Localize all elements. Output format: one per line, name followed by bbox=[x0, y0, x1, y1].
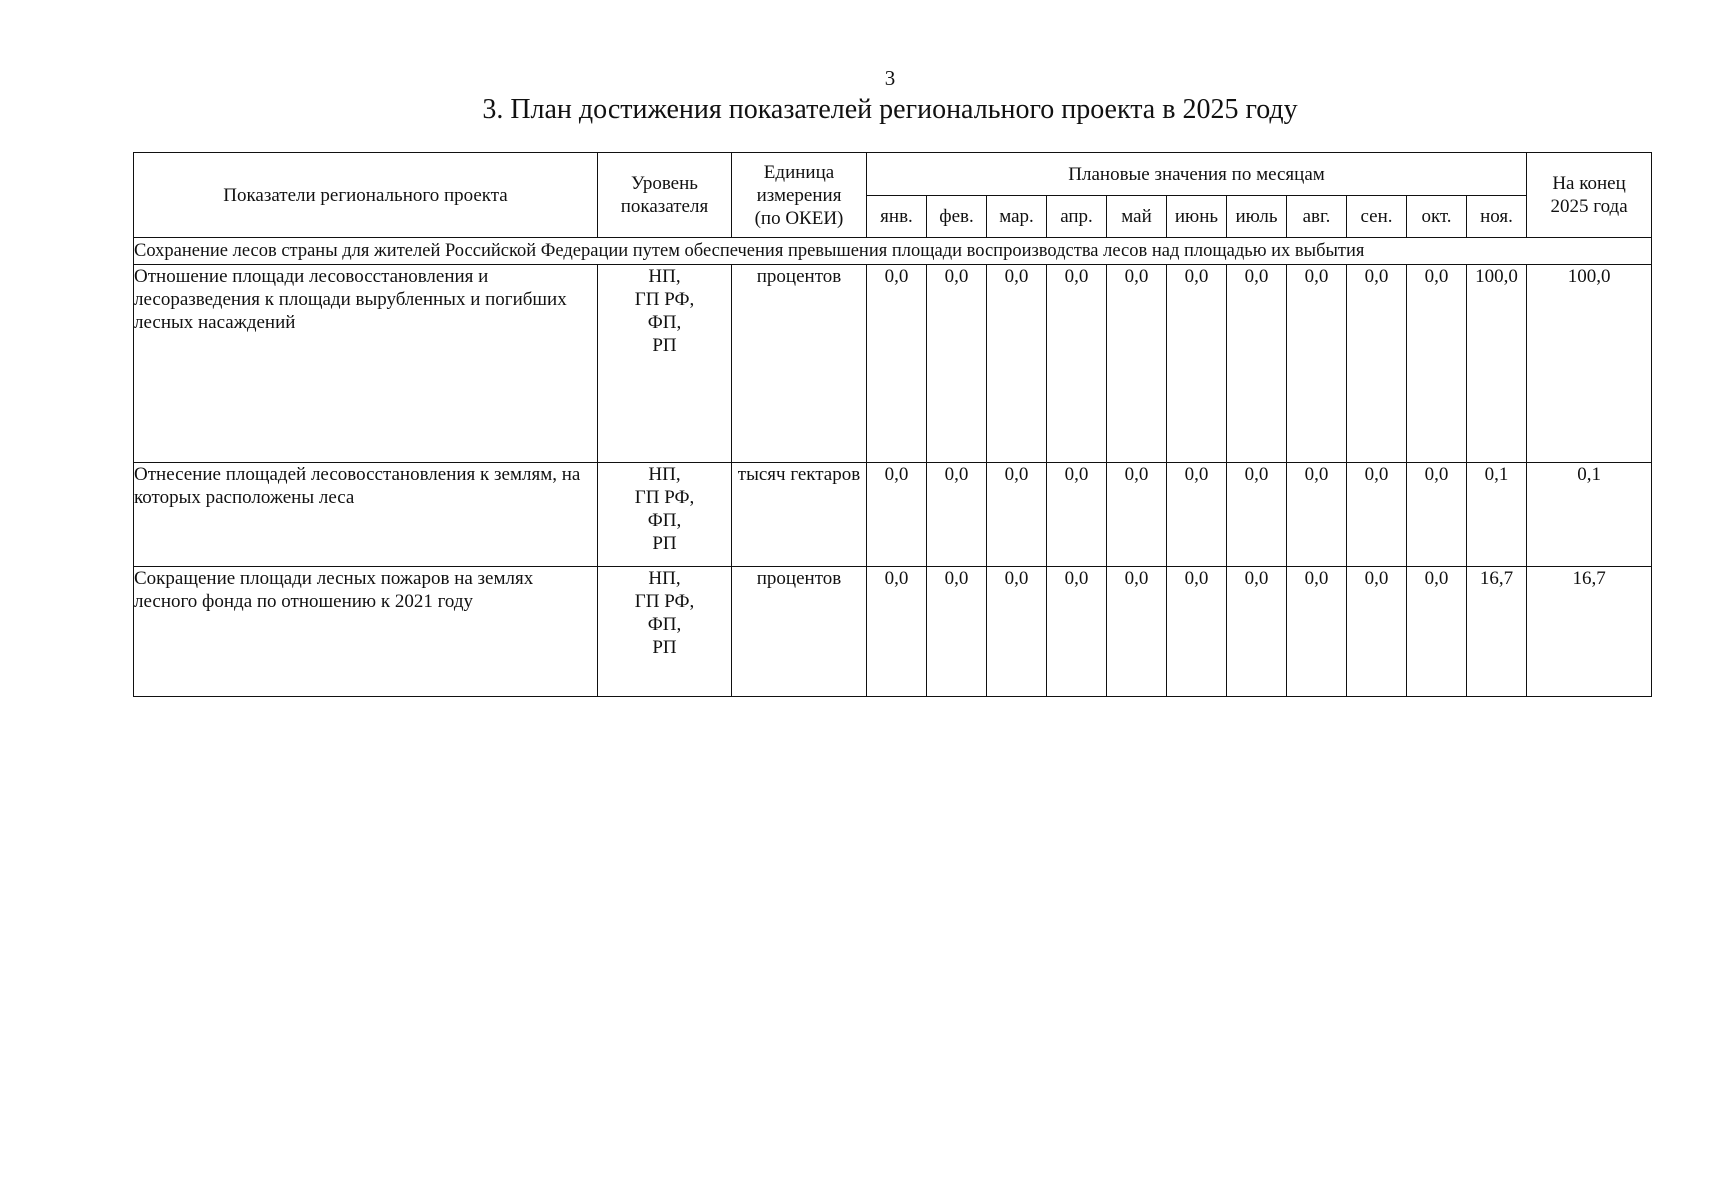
indicator-unit: процентов bbox=[732, 567, 867, 697]
month-value: 0,0 bbox=[867, 463, 927, 567]
plan-table bbox=[133, 152, 1652, 697]
month-value: 0,0 bbox=[1227, 265, 1287, 463]
level-line: РП bbox=[652, 335, 677, 356]
month-value: 0,0 bbox=[1047, 567, 1107, 697]
end-of-year-value: 0,1 bbox=[1527, 463, 1652, 567]
month-header: май bbox=[1107, 196, 1167, 238]
level-line: НП, bbox=[648, 464, 681, 485]
month-value: 0,0 bbox=[1287, 463, 1347, 567]
month-header: фев. bbox=[927, 196, 987, 238]
month-value: 0,0 bbox=[987, 567, 1047, 697]
indicator-level bbox=[598, 567, 732, 697]
month-value: 0,0 bbox=[1227, 463, 1287, 567]
table-row bbox=[134, 567, 1652, 697]
month-header: июнь bbox=[1167, 196, 1227, 238]
level-line: РП bbox=[652, 637, 677, 658]
month-value: 0,0 bbox=[927, 265, 987, 463]
month-value: 0,0 bbox=[867, 265, 927, 463]
month-value: 0,0 bbox=[1407, 567, 1467, 697]
level-line: ФП, bbox=[647, 510, 682, 531]
level-line: ГП РФ, bbox=[634, 289, 695, 310]
month-value: 0,1 bbox=[1467, 463, 1527, 567]
month-header: ноя. bbox=[1467, 196, 1527, 238]
header-end-of-year: На конец 2025 года bbox=[1527, 153, 1652, 238]
month-header: янв. bbox=[867, 196, 927, 238]
month-value: 0,0 bbox=[1167, 265, 1227, 463]
month-value: 16,7 bbox=[1467, 567, 1527, 697]
group-title: Сохранение лесов страны для жителей Российской Федерации путем обеспечения превышения площади воспроизводства лесов над площадью их выбытия bbox=[134, 238, 1652, 265]
month-value: 0,0 bbox=[987, 463, 1047, 567]
month-header: мар. bbox=[987, 196, 1047, 238]
section-title: 3. План достижения показателей регионального проекта в 2025 году bbox=[482, 94, 1298, 125]
level-line: НП, bbox=[648, 266, 681, 287]
header-plan-by-month: Плановые значения по месяцам bbox=[867, 153, 1527, 196]
month-value: 0,0 bbox=[1167, 567, 1227, 697]
level-line: НП, bbox=[648, 568, 681, 589]
header-unit: Единица измерения (по ОКЕИ) bbox=[732, 153, 867, 238]
header-indicator: Показатели регионального проекта bbox=[134, 153, 598, 238]
month-header: сен. bbox=[1347, 196, 1407, 238]
header-level: Уровень показателя bbox=[598, 153, 732, 238]
end-of-year-value: 100,0 bbox=[1527, 265, 1652, 463]
month-value: 0,0 bbox=[1107, 567, 1167, 697]
month-value: 0,0 bbox=[1347, 265, 1407, 463]
month-value: 0,0 bbox=[1407, 265, 1467, 463]
month-value: 0,0 bbox=[1347, 463, 1407, 567]
indicator-name: Сокращение площади лесных пожаров на землях лесного фонда по отношению к 2021 году bbox=[134, 567, 598, 697]
month-header: апр. bbox=[1047, 196, 1107, 238]
indicator-unit: тысяч гектаров bbox=[732, 463, 867, 567]
month-value: 0,0 bbox=[1047, 265, 1107, 463]
month-header: июль bbox=[1227, 196, 1287, 238]
indicator-name: Отнесение площадей лесовосстановления к землям, на которых расположены леса bbox=[134, 463, 598, 567]
indicator-name: Отношение площади лесовосстановления и лесоразведения к площади вырубленных и погибших лесных насаждений bbox=[134, 265, 598, 463]
month-value: 0,0 bbox=[987, 265, 1047, 463]
month-value: 0,0 bbox=[867, 567, 927, 697]
level-line: ФП, bbox=[647, 312, 682, 333]
level-line: РП bbox=[652, 533, 677, 554]
indicator-unit: процентов bbox=[732, 265, 867, 463]
month-value: 0,0 bbox=[1287, 265, 1347, 463]
month-value: 0,0 bbox=[1407, 463, 1467, 567]
end-of-year-value: 16,7 bbox=[1527, 567, 1652, 697]
month-header: окт. bbox=[1407, 196, 1467, 238]
month-value: 0,0 bbox=[1347, 567, 1407, 697]
level-line: ФП, bbox=[647, 614, 682, 635]
month-value: 0,0 bbox=[1287, 567, 1347, 697]
month-value: 100,0 bbox=[1467, 265, 1527, 463]
month-value: 0,0 bbox=[1167, 463, 1227, 567]
level-line: ГП РФ, bbox=[634, 487, 695, 508]
month-value: 0,0 bbox=[1107, 265, 1167, 463]
month-value: 0,0 bbox=[1107, 463, 1167, 567]
month-value: 0,0 bbox=[927, 567, 987, 697]
table-row bbox=[134, 463, 1652, 567]
month-value: 0,0 bbox=[1047, 463, 1107, 567]
level-line: ГП РФ, bbox=[634, 591, 695, 612]
page-number: 3 bbox=[884, 66, 896, 90]
month-value: 0,0 bbox=[927, 463, 987, 567]
indicator-level bbox=[598, 463, 732, 567]
table-row bbox=[134, 265, 1652, 463]
indicator-level bbox=[598, 265, 732, 463]
month-header: авг. bbox=[1287, 196, 1347, 238]
month-value: 0,0 bbox=[1227, 567, 1287, 697]
